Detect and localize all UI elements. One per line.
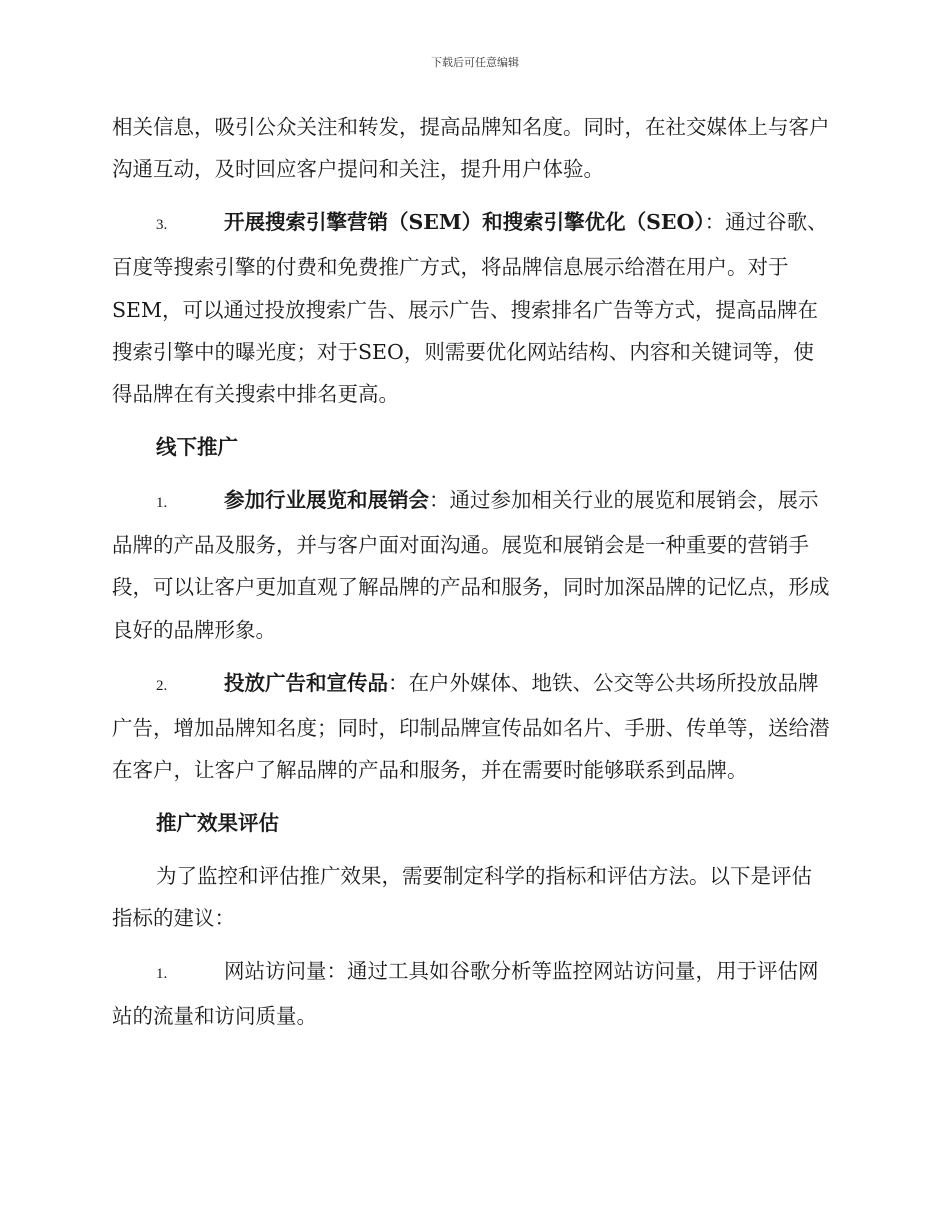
list-item-traffic — [112, 950, 832, 1038]
list-item-expo — [112, 479, 832, 651]
list-item-text: ：通过参加相关行业的展览和展销会，展示品牌的产品及服务，并与客户面对面沟通。展览和展销会是一种重要的营销手段，可以让客户更加直观了解品牌的产品和服务，同时加深品牌的记忆点，形成良好的品牌形象。 — [112, 487, 830, 642]
list-number: 1. — [156, 965, 168, 982]
list-item-title: 参加行业展览和展销会 — [224, 487, 429, 512]
spacer — [112, 191, 832, 202]
list-item-ads — [112, 662, 832, 792]
list-item-title: 开展搜索引擎营销（SEM）和搜索引擎优化（SEO） — [224, 210, 705, 235]
list-item-sem-seo — [112, 201, 832, 415]
spacer — [112, 416, 832, 427]
spacer — [112, 844, 832, 855]
section-heading-offline: 线下推广 — [156, 435, 238, 460]
paragraph-social-media: 相关信息，吸引公众关注和转发，提高品牌知名度。同时，在社交媒体上与客户沟通互动，及时回应客户提问和关注，提升用户体验。 — [112, 115, 830, 182]
section-heading-evaluation: 推广效果评估 — [156, 810, 279, 835]
spacer — [112, 651, 832, 662]
list-item-text: ：在户外媒体、地铁、公交等公共场所投放品牌广告，增加品牌知名度；同时，印制品牌宣传品如名片、手册、传单等，送给潜在客户，让客户了解品牌的产品和服务，并在需要时能够联系到品牌。 — [112, 670, 830, 783]
list-item-text: 网站访问量：通过工具如谷歌分析等监控网站访问量，用于评估网站的流量和访问质量。 — [112, 958, 819, 1029]
spacer — [112, 468, 832, 479]
spacer — [112, 791, 832, 802]
list-number: 2. — [156, 677, 168, 694]
list-number: 1. — [156, 494, 168, 511]
document-body — [112, 106, 832, 1037]
paragraph-evaluation: 为了监控和评估推广效果，需要制定科学的指标和评估方法。以下是评估指标的建议： — [112, 863, 812, 931]
list-number: 3. — [156, 217, 168, 234]
list-item-text: ：通过谷歌、百度等搜索引擎的付费和免费推广方式，将品牌信息展示给潜在用户。对于SEM，可以通过投放搜索广告、展示广告、搜索排名广告等方式，提高品牌在搜索引擎中的曝光度；对于SEO，则需要优化网站结构、内容和关键词等，使得品牌在有关搜索中排名更高。 — [112, 210, 828, 407]
page-header: 下载后可任意编辑 — [431, 56, 519, 69]
list-item-title: 投放广告和宣传品 — [224, 670, 388, 695]
spacer — [112, 939, 832, 950]
